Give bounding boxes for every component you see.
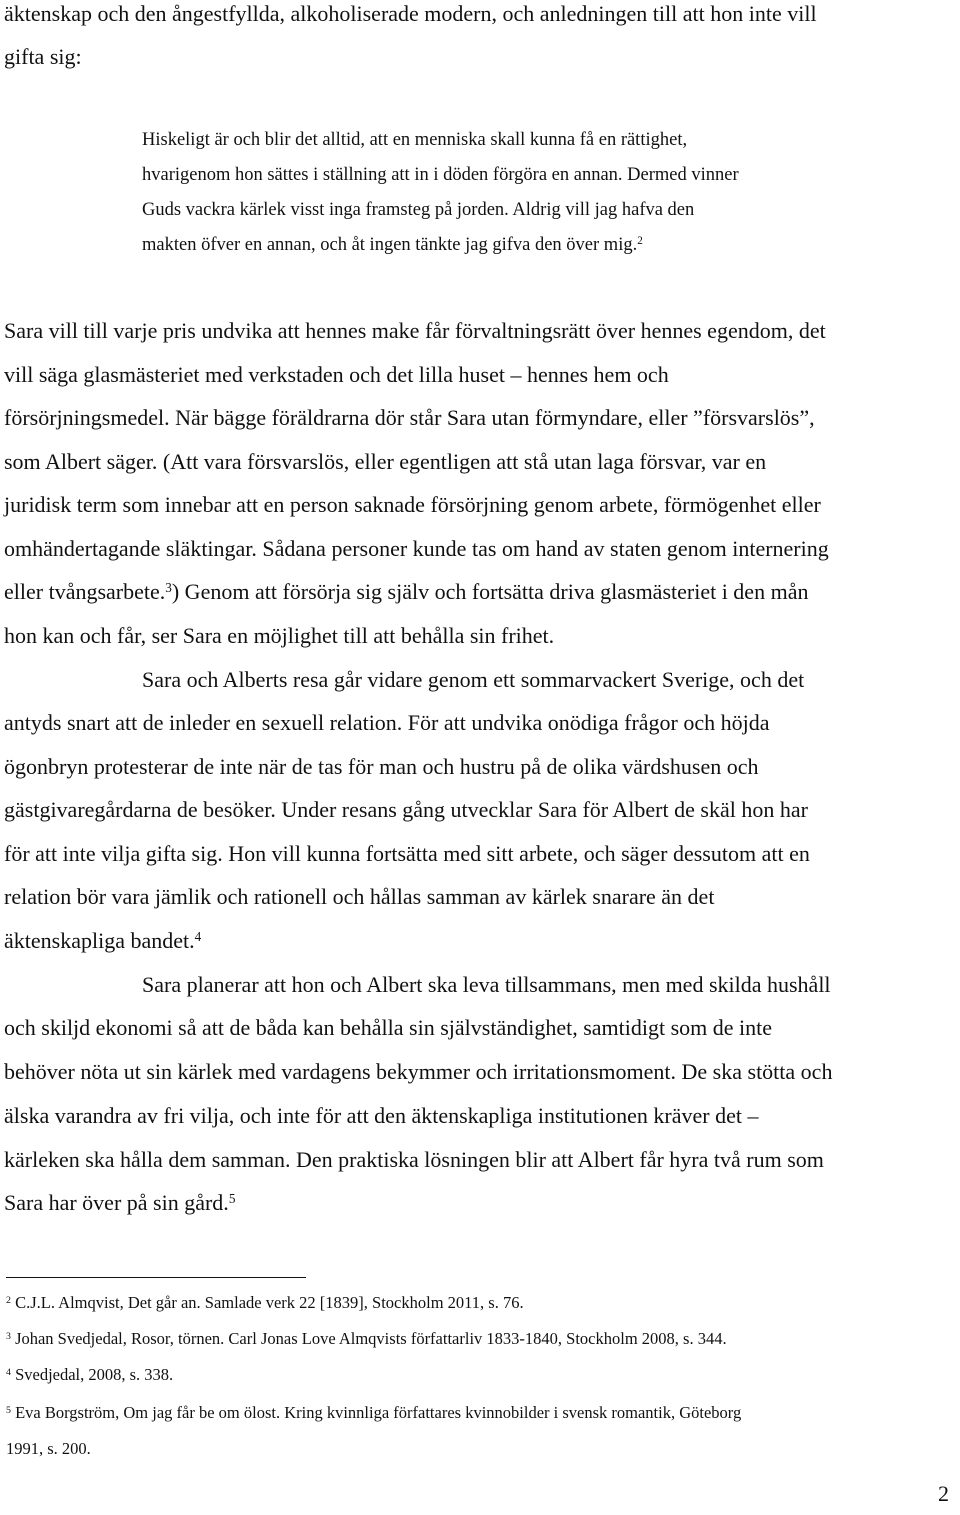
body-line: hon kan och får, ser Sara en möjlighet till att behålla sin frihet. xyxy=(4,623,555,648)
body-line: älska varandra av fri vilja, och inte för att den äktenskapliga institutionen kräver det – xyxy=(4,1103,759,1128)
body-line: för att inte vilja gifta sig. Hon vill kunna fortsätta med sitt arbete, och säger dessutom att en xyxy=(4,841,810,866)
body-line: omhändertagande släktingar. Sådana personer kunde tas om hand av staten genom internering xyxy=(4,536,829,561)
quote-line xyxy=(142,234,643,258)
body-line: antyds snart att de inleder en sexuell relation. För att undvika onödiga frågor och höjda xyxy=(4,710,770,735)
body-line: relation bör vara jämlik och rationell och hållas samman av kärlek snarare än det xyxy=(4,884,715,909)
footnote xyxy=(6,1403,741,1426)
body-line: ögonbryn protesterar de inte när de tas för man och hustru på de olika värdshusen och xyxy=(4,754,759,779)
footnote-reference: 3 xyxy=(165,579,172,595)
footnote-reference: 2 xyxy=(637,234,643,247)
body-line: vill säga glasmästeriet med verkstaden och det lilla huset – hennes hem och xyxy=(4,362,669,387)
body-line: behöver nöta ut sin kärlek med vardagens bekymmer och irritationsmoment. De ska stötta och xyxy=(4,1059,833,1084)
footnote-text: Svedjedal, 2008, s. 338. xyxy=(15,1365,174,1384)
quote-line: Hiskeligt är och blir det alltid, att en menniska skall kunna få en rättighet, xyxy=(142,130,688,150)
body-line xyxy=(4,579,808,608)
body-text-segment: eller tvångsarbete. xyxy=(4,579,166,604)
footnote-text: Eva Borgström, Om jag får be om ölost. Kring kvinnliga författares kvinnobilder i svensk romantik, Göteborg xyxy=(15,1403,742,1422)
footnote xyxy=(6,1365,173,1388)
body-line: Sara vill till varje pris undvika att hennes make får förvaltningsrätt över hennes egendom, det xyxy=(4,318,826,343)
body-line: gifta sig: xyxy=(4,44,82,69)
quote-line: Guds vackra kärlek visst inga framsteg på jorden. Aldrig vill jag hafva den xyxy=(142,200,695,220)
quote-line: hvarigenom hon sättes i ställning att in i döden förgöra en annan. Dermed vinner xyxy=(142,165,739,185)
body-line: som Albert säger. (Att vara försvarslös, eller egentligen att stå utan laga försvar, var en xyxy=(4,449,767,474)
footnote-text: C.J.L. Almqvist, Det går an. Samlade verk 22 [1839], Stockholm 2011, s. 76. xyxy=(15,1293,524,1312)
body-line xyxy=(4,928,201,957)
footnote xyxy=(6,1329,727,1352)
body-line: äktenskap och den ångestfyllda, alkoholiserade modern, och anledningen till att hon inte vill xyxy=(4,1,817,26)
body-line: juridisk term som innebar att en person saknade försörjning genom arbete, förmögenhet eller xyxy=(4,492,821,517)
footnote-reference: 5 xyxy=(228,1190,236,1206)
footnote-number: 2 xyxy=(6,1294,11,1306)
footnote-number: 4 xyxy=(6,1366,11,1378)
body-line: försörjningsmedel. När bägge föräldrarna dör står Sara utan förmyndare, eller ”försvarslös”, xyxy=(4,405,815,430)
body-text-segment: Sara har över på sin gård. xyxy=(4,1190,229,1215)
footnote-number: 5 xyxy=(6,1404,11,1416)
footnote-separator xyxy=(6,1277,306,1278)
footnote-reference: 4 xyxy=(194,928,202,944)
body-line: gästgivaregårdarna de besöker. Under resans gång utvecklar Sara för Albert de skäl hon har xyxy=(4,797,808,822)
body-line: och skiljd ekonomi så att de båda kan behålla sin självständighet, samtidigt som de inte xyxy=(4,1015,773,1040)
quote-text: makten öfver en annan, och åt ingen tänkte jag gifva den över mig. xyxy=(142,235,638,255)
footnote-continuation: 1991, s. 200. xyxy=(6,1439,91,1458)
body-line xyxy=(4,1190,235,1219)
footnote-number: 3 xyxy=(6,1330,11,1342)
footnote xyxy=(6,1293,524,1316)
page-number: 2 xyxy=(938,1481,949,1506)
body-line: Sara och Alberts resa går vidare genom ett sommarvackert Sverige, och det xyxy=(142,667,805,692)
footnote-text: Johan Svedjedal, Rosor, törnen. Carl Jonas Love Almqvists författarliv 1833-1840, Stockholm 2008, s. 344. xyxy=(15,1329,727,1348)
body-text-segment: ) Genom att försörja sig själv och fortsätta driva glasmästeriet i den mån xyxy=(171,579,809,604)
body-text-segment: äktenskapliga bandet. xyxy=(4,928,195,953)
body-line: Sara planerar att hon och Albert ska leva tillsammans, men med skilda hushåll xyxy=(142,972,831,997)
body-line: kärleken ska hålla dem samman. Den praktiska lösningen blir att Albert får hyra två rum som xyxy=(4,1147,824,1172)
